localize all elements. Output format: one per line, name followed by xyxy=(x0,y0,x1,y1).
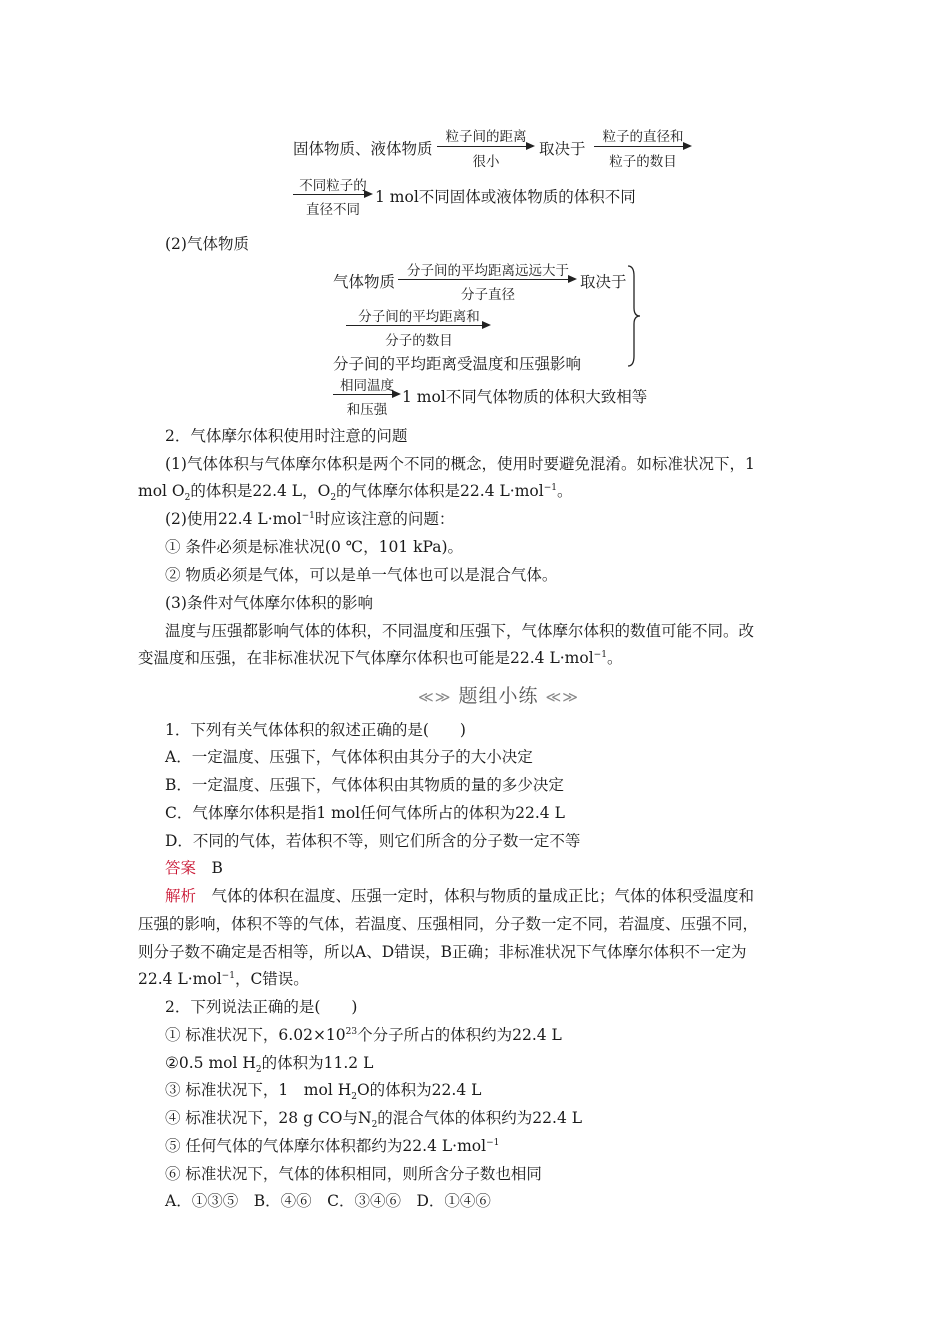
diagram1-end: 1 mol不同固体或液体物质的体积不同 xyxy=(375,188,636,206)
q2-stem: 2．下列说法正确的是( ) xyxy=(165,998,358,1016)
diagram2-arrow1 xyxy=(398,279,575,280)
q1-answer xyxy=(165,856,223,878)
point2-p4-line1: 温度与压强都影响气体的体积，不同温度和压强下，气体摩尔体积的数值可能不同。改 xyxy=(165,622,755,640)
q1-analysis-line2: 压强的影响，体积不等的气体，若温度、压强相同，分子数一定不同，若温度、压强不同， xyxy=(138,915,759,933)
diagram2-arrow3-top: 相同温度 xyxy=(340,378,394,394)
band-title: 题组小练 xyxy=(458,685,539,707)
point2-heading: 2．气体摩尔体积使用时注意的问题 xyxy=(165,427,408,445)
diagram2-end: 1 mol不同气体物质的体积大致相等 xyxy=(402,388,648,406)
q1-option-d: D．不同的气体，若体积不等，则它们所含的分子数一定不等 xyxy=(165,832,581,850)
q1-stem: 1．下列有关气体体积的叙述正确的是( ) xyxy=(165,721,466,739)
point2-p1-line1: (1)气体体积与气体摩尔体积是两个不同的概念，使用时要避免混淆。如标准状况下，1 xyxy=(165,455,755,473)
diagram1-arrow1 xyxy=(437,146,533,147)
q2-statement-1: ① 标准状况下，$6.02\times 10^{23}$个分子所占的体积约为22.4 L xyxy=(165,1026,562,1044)
point2-condition1: ① 条件必须是标准状况(0 ℃，101 kPa)。 xyxy=(165,538,464,556)
diagram1-start: 固体物质、液体物质 xyxy=(293,140,433,158)
point2-condition2: ② 物质必须是气体，可以是单一气体也可以是混合气体。 xyxy=(165,566,558,584)
q1-analysis-line3: 则分子数不确定是否相等，所以A、D错误，B正确；非标准状况下气体摩尔体积不一定为 xyxy=(138,943,747,961)
diagram2-line3: 分子间的平均距离受温度和压强影响 xyxy=(333,355,582,373)
analysis-label: 解析 xyxy=(165,887,197,905)
band-right-chevrons: ≪≫ xyxy=(545,688,579,706)
diagram2-mid: 取决于 xyxy=(580,273,627,291)
diagram2-arrow1-top: 分子间的平均距离远远大于 xyxy=(407,263,569,279)
diagram1-arrow2-top: 粒子的直径和 xyxy=(602,129,684,145)
diagram1-arrow2 xyxy=(594,146,690,147)
q2-statement-6: ⑥ 标准状况下，气体的体积相同，则所含分子数也相同 xyxy=(165,1165,542,1183)
q1-option-b: B．一定温度、压强下，气体体积由其物质的量的多少决定 xyxy=(165,776,564,794)
diagram1-arrow3-bottom: 直径不同 xyxy=(306,202,360,218)
diagram2-arrow2-bottom: 分子的数目 xyxy=(385,333,453,349)
diagram2-arrow2-top: 分子间的平均距离和 xyxy=(358,309,480,325)
band-left-chevrons: ≪≫ xyxy=(418,688,452,706)
section-band-title xyxy=(418,681,579,708)
point2-p4-line2: 变温度和压强，在非标准状况下气体摩尔体积也可能是22.4 L·mol$^{-1}$。 xyxy=(138,649,623,667)
point2-p3: (3)条件对气体摩尔体积的影响 xyxy=(165,594,373,612)
q1-analysis-line4: 22.4 L·mol$^{-1}$，C错误。 xyxy=(138,970,309,988)
diagram2-start: 气体物质 xyxy=(333,273,396,291)
q2-statement-2: ②0.5 mol $H_2$的体积为11.2 L xyxy=(165,1054,374,1076)
right-brace-icon xyxy=(626,264,642,368)
diagram2-arrow3 xyxy=(333,394,399,395)
q1-analysis-line1: 解析 气体的体积在温度、压强一定时，体积与物质的量成正比；气体的体积受温度和 xyxy=(165,887,755,905)
diagram2-arrow1-bottom: 分子直径 xyxy=(461,287,515,303)
q2-statement-3: ③ 标准状况下，1 mol $H_2O$的体积为22.4 L xyxy=(165,1081,482,1103)
q1-option-c: C．气体摩尔体积是指1 mol任何气体所占的体积为22.4 L xyxy=(165,804,565,822)
point2-p1-line2: mol $O_2$的体积是22.4 L，$O_2$的气体摩尔体积是22.4 L·mol$^{-1}$。 xyxy=(138,482,573,504)
diagram2-arrow3-bottom: 和压强 xyxy=(346,402,388,418)
diagram1-arrow2-bottom: 粒子的数目 xyxy=(609,154,677,170)
q2-statement-5: ⑤ 任何气体的气体摩尔体积都约为22.4 L·mol$^{-1}$ xyxy=(165,1137,500,1155)
diagram1-mid: 取决于 xyxy=(539,140,586,158)
answer-label: 答案 xyxy=(165,859,197,877)
answer-value: B xyxy=(211,859,223,877)
section-heading-gas: (2)气体物质 xyxy=(165,235,249,253)
diagram1-arrow1-top: 粒子间的距离 xyxy=(445,129,527,145)
diagram1-arrow3-top: 不同粒子的 xyxy=(299,178,367,194)
q2-options: A．①③⑤ B．④⑥ C．③④⑥ D．①④⑥ xyxy=(165,1192,491,1210)
diagram2-arrow2 xyxy=(346,325,489,326)
point2-p2: (2)使用22.4 L·mol$^{-1}$时应该注意的问题： xyxy=(165,510,455,528)
diagram1-arrow3 xyxy=(293,194,371,195)
q2-statement-4: ④ 标准状况下，28 g CO与$N_2$的混合气体的体积约为22.4 L xyxy=(165,1109,583,1131)
diagram1-arrow1-bottom: 很小 xyxy=(472,154,500,170)
q1-option-a: A．一定温度、压强下，气体体积由其分子的大小决定 xyxy=(165,748,533,766)
